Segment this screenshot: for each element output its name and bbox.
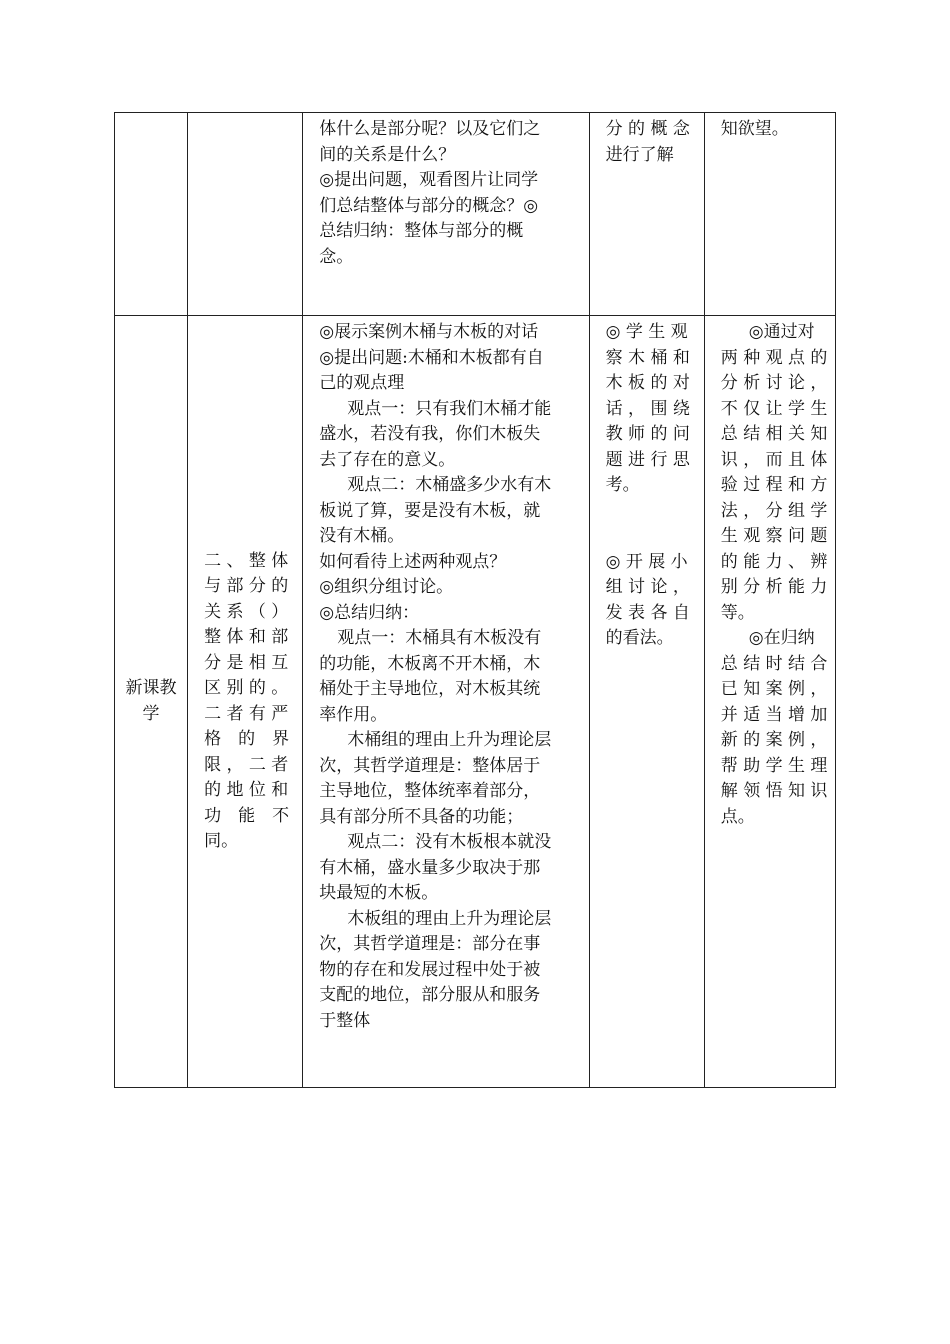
table-row [115,316,836,1088]
text-line: 主导地位，整体统率着部分， [319,781,541,801]
text-line: 法 ， 分 组 学 [720,500,828,521]
text-line: 话 ， 围 绕 [605,398,690,419]
text-line: 念。 [319,246,354,267]
text-line: 支配的地位，部分服从和服务 [319,985,541,1005]
design-intent-cell [704,113,835,316]
text-line: 并 适 当 增 加 [720,704,828,725]
text-line: 进行了解 [605,144,674,165]
text-line: 功 能 不 [204,805,290,826]
text-line: 已 知 案 例 ， [720,679,828,699]
text-line: 教 师 的 问 [605,424,690,444]
text-line: 于整体 [319,1010,371,1031]
text-line: 格 的 界 [204,729,290,749]
text-line: 与 部 分 的 [204,576,289,596]
text-line: 观点二：木桶盛多少水有木 [347,475,552,495]
text-line: 等。 [720,602,755,623]
text-line: 如何看待上述两种观点？ [319,551,507,572]
text-line: 关 系 （ ） [204,601,289,622]
text-line: ◎ 开 展 小 [605,551,688,572]
text-line: 帮 助 学 生 理 [720,755,828,776]
text-line: 新课教 [125,678,177,698]
text-line: ◎在归纳 [748,628,815,648]
text-line: 组 讨 论 ， [605,577,690,597]
text-line: 观点一：只有我们木桶才能 [347,398,552,419]
text-line: 木桶组的理由上升为理论层 [347,730,552,750]
text-line: ◎ 学 生 观 [605,322,688,342]
text-line: 体什么是部分呢？以及它们之 [319,119,541,139]
text-line: 分 的 概 念 [605,119,690,139]
text-line: 察 木 桶 和 [605,347,690,368]
text-line: 木板组的理由上升为理论层 [347,908,552,929]
text-line: 两 种 观 点 的 [720,347,828,368]
text-line: 桶处于主导地位，对木板其统 [319,679,541,699]
text-line: 总 结 时 结 合 [720,653,828,674]
text-line: 的 能 力 、 辨 [720,551,828,572]
text-line: 总结归纳：整体与部分的概 [319,221,524,241]
text-line: 别 分 析 能 力 [720,577,828,597]
text-line: 没有木桶。 [319,526,405,546]
content-cell [188,316,303,1088]
text-line: 分 析 讨 论 ， [720,373,828,393]
text-line: 整 体 和 部 [204,627,289,647]
text-line: 观点一：木桶具有木板没有 [337,628,542,648]
text-line: 不 仅 让 学 生 [720,398,828,419]
teacher-activity-cell [303,113,589,316]
text-line: 盛水，若没有我，你们木板失 [319,424,541,444]
text-line: 二 、 整 体 [204,550,289,571]
text-line: 点。 [720,806,755,827]
text-line: 木 板 的 对 [605,373,690,393]
text-line: 观点二：没有木板根本就没 [347,832,552,852]
text-line: ◎展示案例木桶与木板的对话 [319,322,539,342]
text-line: 发 表 各 自 [605,602,690,623]
stage-cell [115,316,188,1088]
text-line: 验 过 程 和 方 [720,475,828,495]
text-line: 有木桶，盛水量多少取决于那 [319,857,541,878]
text-line: 总 结 相 关 知 [720,424,828,444]
text-line: 间的关系是什么？ [319,144,456,165]
text-line: ◎组织分组讨论。 [319,577,454,597]
text-line: 具有部分所不具备的功能； [319,806,524,827]
text-line: 的 地 位 和 [204,780,289,800]
text-line: ◎提出问题，观看图片让同学 [319,170,539,190]
text-line [606,499,698,525]
table-row [115,113,836,316]
lesson-plan-table [114,112,836,1088]
text-line: 次，其哲学道理是：部分在事 [319,934,541,954]
text-line: 的看法。 [605,628,674,648]
text-line: 们总结整体与部分的概念？◎ [319,195,539,216]
text-line: ◎提出问题:木桶和木板都有自 [319,347,544,368]
text-line: 区 别 的 。 [204,678,289,698]
text-line: 考。 [605,475,640,495]
text-line: 块最短的木板。 [319,883,439,903]
text-line: 新 的 案 例 ， [720,730,828,750]
content-cell [188,113,303,316]
student-activity-cell [589,113,704,316]
text-line: 的功能，木板离不开木桶，木 [319,653,541,674]
text-line: 识 ， 而 且 体 [720,449,828,470]
student-activity-cell [589,316,704,1088]
text-line: 限 ， 二 者 [204,754,289,775]
teacher-activity-cell [303,316,589,1088]
text-line: 板说了算，要是没有木板，就 [319,500,541,521]
text-line: 知欲望。 [720,119,789,139]
text-line: 去了存在的意义。 [319,449,456,470]
text-line: 物的存在和发展过程中处于被 [319,959,541,980]
text-line: 二 者 有 严 [204,703,289,724]
text-line: 学 [142,703,160,724]
text-line: 次，其哲学道理是：整体居于 [319,755,541,776]
text-line: ◎通过对 [748,322,815,342]
stage-cell [115,113,188,316]
text-line: 题 进 行 思 [605,449,690,470]
design-intent-cell [704,316,835,1088]
text-line: 己的观点理 [319,373,405,393]
text-line: 生 观 察 问 题 [720,526,828,546]
text-line: 率作用。 [319,704,388,725]
text-line: 分 是 相 互 [204,652,289,673]
text-line: ◎总结归纳： [319,602,420,623]
text-line: 解 领 悟 知 识 [720,781,828,801]
text-line: 同。 [204,831,239,851]
text-line [606,524,698,550]
